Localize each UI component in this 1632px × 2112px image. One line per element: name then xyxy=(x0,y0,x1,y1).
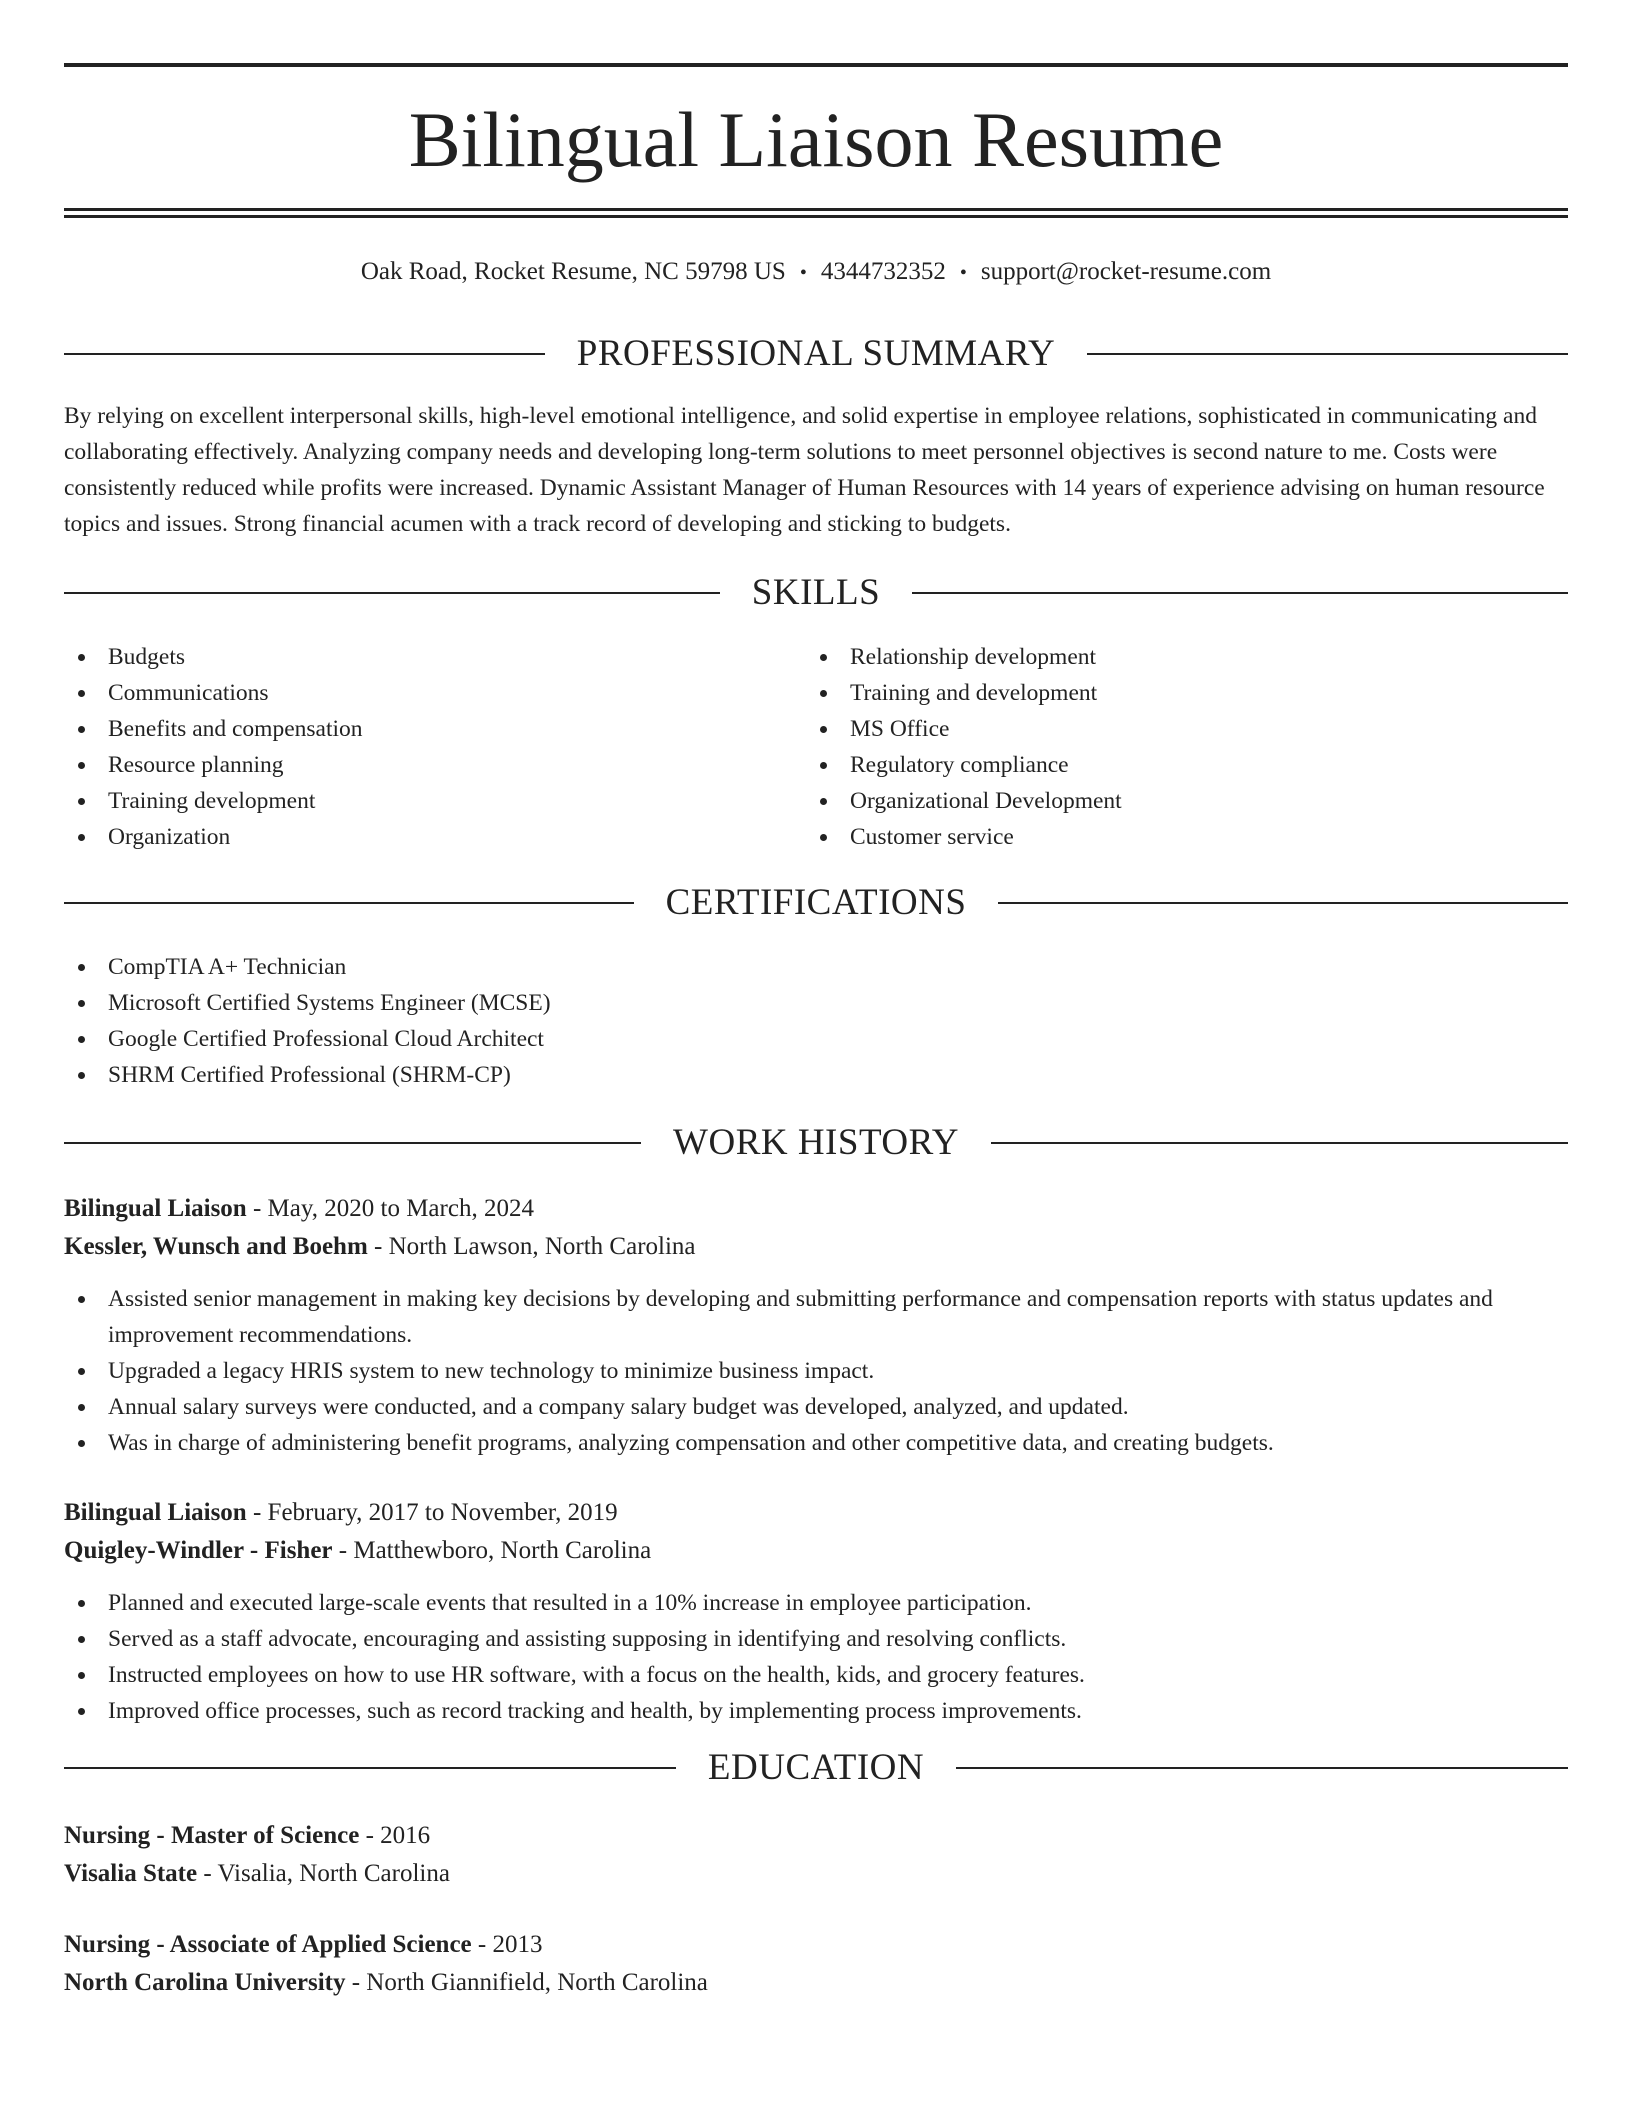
skill-item-text: Communications xyxy=(108,680,269,706)
education-entry xyxy=(64,1926,1568,2002)
job-bullet-text: Assisted senior management in making key decisions by developing and submitting performance and compensation reports with status updates and improvement recommendations. xyxy=(108,1286,1493,1348)
certification-item-text: CompTIA A+ Technician xyxy=(108,954,347,980)
job-company-line xyxy=(64,1532,1568,1570)
job-bullet xyxy=(64,1389,1568,1425)
job-bullet-text: Upgraded a legacy HRIS system to new technology to minimize business impact. xyxy=(108,1358,875,1384)
bullet-icon xyxy=(78,762,85,769)
bullet-icon xyxy=(78,1404,85,1411)
section-header-education xyxy=(64,1746,1568,1790)
bullet-icon xyxy=(78,1296,85,1303)
job-entry xyxy=(64,1494,1568,1729)
bullet-icon xyxy=(78,798,85,805)
job-company: Quigley-Windler - Fisher xyxy=(64,1537,333,1564)
skill-item xyxy=(806,639,1546,675)
bullet-icon xyxy=(820,690,827,697)
bullet-icon xyxy=(78,1036,85,1043)
job-bullet-text: Was in charge of administering benefit programs, analyzing compensation and other competitive data, and creating budgets. xyxy=(108,1430,1274,1456)
section-title: PROFESSIONAL SUMMARY xyxy=(576,333,1056,374)
degree-year: - 2013 xyxy=(471,1931,543,1958)
skill-item-text: Budgets xyxy=(108,644,186,670)
job-bullet xyxy=(64,1585,1568,1621)
separator-dot: • xyxy=(959,262,967,284)
summary-text: By relying on excellent interpersonal skills, high-level emotional intelligence, and solid expertise in employee relations, sophisticated in communicating and collaborating effectively. Analyzing company needs and developing long-term solutions to meet personnel objectives is second nature to me. Costs were consistently reduced while profits were increased. Dynamic Assistant Manager of Human Resources with 14 years of experience advising on human resource topics and issues. Strong financial acumen with a track record of developing and sticking to budgets. xyxy=(64,403,1545,537)
job-bullet-text: Instructed employees on how to use HR software, with a focus on the health, kids, and grocery features. xyxy=(108,1662,1085,1688)
school: Visalia State xyxy=(64,1860,198,1887)
skill-item-text: Training and development xyxy=(850,680,1098,706)
bullet-icon xyxy=(78,1440,85,1447)
skill-item-text: Regulatory compliance xyxy=(850,752,1069,778)
skill-item xyxy=(64,819,804,855)
job-bullets xyxy=(64,1281,1568,1461)
bullet-icon xyxy=(78,1368,85,1375)
contact-line xyxy=(64,254,1568,291)
school-line xyxy=(64,1964,1568,2002)
job-bullet-text: Planned and executed large-scale events that resulted in a 10% increase in employee participation. xyxy=(108,1590,1032,1616)
section-title: WORK HISTORY xyxy=(673,1122,959,1163)
job-title: Bilingual Liaison xyxy=(64,1195,247,1222)
skill-item xyxy=(64,675,804,711)
title-double-rule xyxy=(64,208,1568,218)
job-title-line xyxy=(64,1190,1568,1228)
bullet-icon xyxy=(78,1072,85,1079)
section-title: EDUCATION xyxy=(707,1747,925,1788)
skills-list-right xyxy=(806,639,1546,855)
skill-item xyxy=(806,747,1546,783)
section-rule xyxy=(64,353,545,355)
bullet-icon xyxy=(78,1600,85,1607)
job-bullet-text: Annual salary surveys were conducted, and a company salary budget was developed, analyzed, and updated. xyxy=(108,1394,1129,1420)
certification-item-text: Microsoft Certified Systems Engineer (MCSE) xyxy=(108,990,551,1016)
skill-item-text: Organizational Development xyxy=(850,788,1122,814)
certification-item xyxy=(64,1057,1568,1093)
skill-item-text: Resource planning xyxy=(108,752,284,778)
section-header-work-history xyxy=(64,1121,1568,1165)
skill-item xyxy=(806,819,1546,855)
bullet-icon xyxy=(820,798,827,805)
section-rule xyxy=(64,902,634,904)
skill-item-text: Training development xyxy=(108,788,316,814)
bullet-icon xyxy=(78,1672,85,1679)
certification-item-text: SHRM Certified Professional (SHRM-CP) xyxy=(108,1062,511,1088)
degree-line xyxy=(64,1817,1568,1855)
skill-item-text: MS Office xyxy=(850,716,950,742)
certifications-list xyxy=(64,949,1568,1093)
section-header-certifications xyxy=(64,881,1568,925)
section-rule xyxy=(956,1767,1568,1769)
education-entry xyxy=(64,1817,1568,1893)
job-bullet xyxy=(64,1281,1568,1353)
section-rule xyxy=(998,902,1568,904)
job-entry xyxy=(64,1190,1568,1461)
section-title: SKILLS xyxy=(751,572,881,613)
skill-item xyxy=(64,747,804,783)
degree-year: - 2016 xyxy=(359,1822,431,1849)
certification-item-text: Google Certified Professional Cloud Architect xyxy=(108,1026,544,1052)
job-title: Bilingual Liaison xyxy=(64,1499,247,1526)
skill-item-text: Customer service xyxy=(850,824,1014,850)
job-dates: - May, 2020 to March, 2024 xyxy=(246,1195,534,1222)
section-rule xyxy=(64,1767,676,1769)
job-bullets xyxy=(64,1585,1568,1729)
section-rule xyxy=(64,592,720,594)
section-title: CERTIFICATIONS xyxy=(665,882,967,923)
job-company: Kessler, Wunsch and Boehm xyxy=(64,1233,368,1260)
bullet-icon xyxy=(78,1708,85,1715)
skill-item xyxy=(64,783,804,819)
degree: Nursing - Master of Science xyxy=(64,1822,360,1849)
section-header-skills xyxy=(64,571,1568,615)
bullet-icon xyxy=(78,964,85,971)
separator-dot: • xyxy=(799,262,807,284)
school-location: - North Giannifield, North Carolina xyxy=(345,1969,708,1996)
skill-item xyxy=(64,639,804,675)
resume-title: Bilingual Liaison Resume xyxy=(408,96,1224,183)
job-company-line xyxy=(64,1228,1568,1266)
school-location: - Visalia, North Carolina xyxy=(197,1860,450,1887)
section-rule xyxy=(912,592,1568,594)
section-header-summary xyxy=(64,332,1568,376)
degree-line xyxy=(64,1926,1568,1964)
job-bullet xyxy=(64,1425,1568,1461)
job-bullet xyxy=(64,1621,1568,1657)
bullet-icon xyxy=(78,690,85,697)
job-dates: - February, 2017 to November, 2019 xyxy=(246,1499,618,1526)
job-bullet-text: Improved office processes, such as record tracking and health, by implementing process improvements. xyxy=(108,1698,1082,1724)
top-rule xyxy=(64,63,1568,67)
certification-item xyxy=(64,985,1568,1021)
section-rule xyxy=(1087,353,1568,355)
certification-item xyxy=(64,1021,1568,1057)
bullet-icon xyxy=(78,1000,85,1007)
bullet-icon xyxy=(78,654,85,661)
skill-item xyxy=(806,783,1546,819)
skill-item xyxy=(806,675,1546,711)
skill-item xyxy=(64,711,804,747)
skills-list-left xyxy=(64,639,804,855)
certification-item xyxy=(64,949,1568,985)
skill-item-text: Relationship development xyxy=(850,644,1097,670)
skill-item-text: Organization xyxy=(108,824,231,850)
school: North Carolina University xyxy=(64,1969,346,1996)
job-bullet xyxy=(64,1353,1568,1389)
bullet-icon xyxy=(78,834,85,841)
bullet-icon xyxy=(820,654,827,661)
skill-item-text: Benefits and compensation xyxy=(108,716,363,742)
school-line xyxy=(64,1855,1568,1893)
degree: Nursing - Associate of Applied Science xyxy=(64,1931,472,1958)
job-bullet xyxy=(64,1693,1568,1729)
contact-email: support@rocket-resume.com xyxy=(980,258,1272,285)
job-bullet-text: Served as a staff advocate, encouraging and assisting supposing in identifying and resolving conflicts. xyxy=(108,1626,1067,1652)
job-title-line xyxy=(64,1494,1568,1532)
bullet-icon xyxy=(820,834,827,841)
contact-phone: 4344732352 xyxy=(820,258,946,285)
job-location: - North Lawson, North Carolina xyxy=(367,1233,696,1260)
skill-item xyxy=(806,711,1546,747)
bullet-icon xyxy=(820,726,827,733)
section-rule xyxy=(64,1142,641,1144)
job-location: - Matthewboro, North Carolina xyxy=(332,1537,652,1564)
job-bullet xyxy=(64,1657,1568,1693)
bullet-icon xyxy=(78,1636,85,1643)
contact-address: Oak Road, Rocket Resume, NC 59798 US xyxy=(360,258,786,285)
section-rule xyxy=(991,1142,1568,1144)
bullet-icon xyxy=(820,762,827,769)
bullet-icon xyxy=(78,726,85,733)
